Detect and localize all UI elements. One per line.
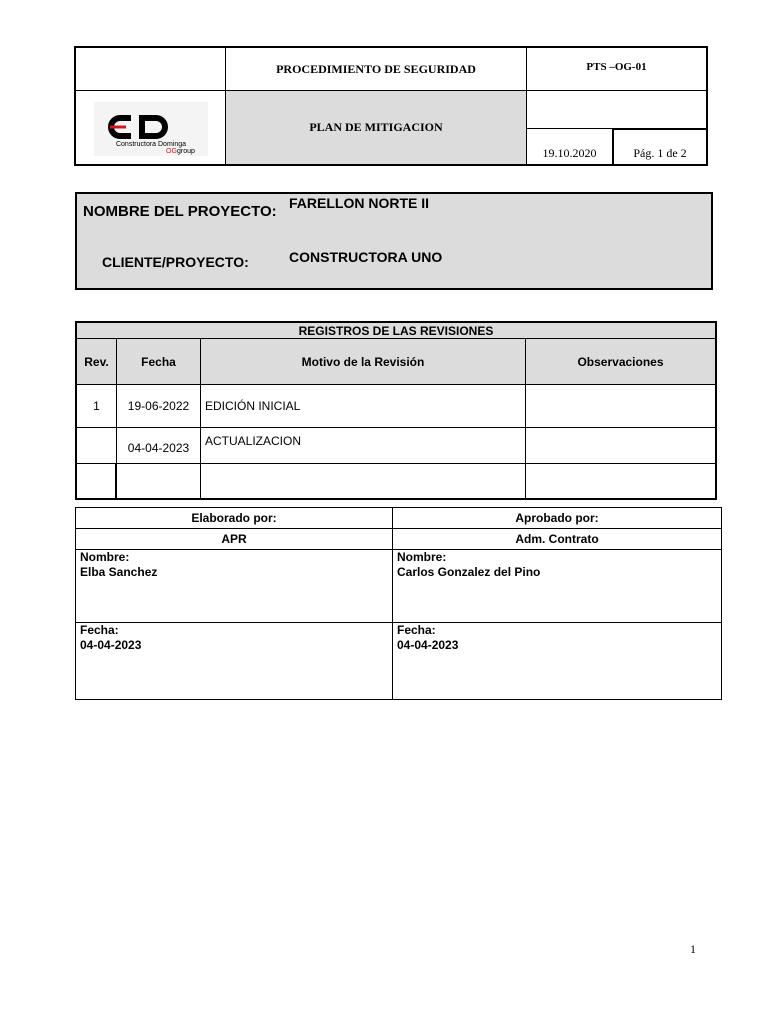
revision-date: 19.10.2020 — [526, 128, 613, 166]
header-empty-cell — [526, 90, 708, 129]
company-logo — [86, 96, 216, 160]
column-header-motivo: Motivo de la Revisión — [200, 338, 526, 385]
rev-observations-cell — [525, 463, 717, 500]
procedure-title: PROCEDIMIENTO DE SEGURIDAD — [225, 46, 527, 91]
rev-observations-cell — [525, 427, 717, 464]
rev-reason-cell: ACTUALIZACION — [200, 427, 526, 464]
column-header-rev: Rev. — [75, 338, 117, 385]
rev-date-cell: 19-06-2022 — [116, 384, 201, 428]
header-blank-cell — [74, 46, 226, 91]
project-name-label: NOMBRE DEL PROYECTO: — [83, 203, 277, 220]
rev-number-cell — [75, 463, 117, 500]
approved-name-label: Nombre: — [397, 550, 447, 564]
column-header-observaciones: Observaciones — [525, 338, 717, 385]
logo-cell — [74, 90, 226, 166]
page-number: 1 — [690, 942, 696, 956]
plan-title: PLAN DE MITIGACION — [225, 90, 527, 166]
approved-name-cell — [392, 549, 722, 623]
project-name-value: FARELLON NORTE II — [289, 195, 429, 211]
rev-reason-cell — [200, 463, 526, 500]
revisions-title: REGISTROS DE LAS REVISIONES — [75, 321, 717, 339]
client-value: CONSTRUCTORA UNO — [289, 249, 443, 265]
prepared-role: APR — [75, 528, 393, 550]
prepared-name-cell — [75, 549, 393, 623]
prepared-date-cell — [75, 622, 393, 700]
approved-role: Adm. Contrato — [392, 528, 722, 550]
rev-number-cell — [75, 427, 117, 464]
prepared-name: Elba Sanchez — [80, 565, 158, 579]
approved-name: Carlos Gonzalez del Pino — [397, 565, 541, 579]
prepared-date-label: Fecha: — [80, 623, 119, 637]
rev-date-cell — [116, 463, 201, 500]
approved-date-label: Fecha: — [397, 623, 436, 637]
rev-date-cell: 04-04-2023 — [116, 427, 201, 464]
logo-group-suffix: group — [176, 147, 195, 155]
project-info-box — [75, 192, 713, 290]
column-header-fecha: Fecha — [116, 338, 201, 385]
approved-date: 04-04-2023 — [397, 638, 459, 652]
rev-observations-cell — [525, 384, 717, 428]
prepared-name-label: Nombre: — [80, 550, 130, 564]
logo-group-prefix: OG — [165, 147, 177, 155]
page-indicator: Pág. 1 de 2 — [612, 128, 708, 166]
rev-reason-cell: EDICIÓN INICIAL — [200, 384, 526, 428]
logo-company-name: Constructora Dominga — [115, 140, 186, 148]
document-code: PTS –OG-01 — [526, 46, 708, 91]
prepared-date: 04-04-2023 — [80, 638, 142, 652]
prepared-by-header: Elaborado por: — [75, 507, 393, 529]
approved-date-cell — [392, 622, 722, 700]
approved-by-header: Aprobado por: — [392, 507, 722, 529]
client-label: CLIENTE/PROYECTO: — [102, 254, 249, 270]
rev-number-cell: 1 — [75, 384, 117, 428]
